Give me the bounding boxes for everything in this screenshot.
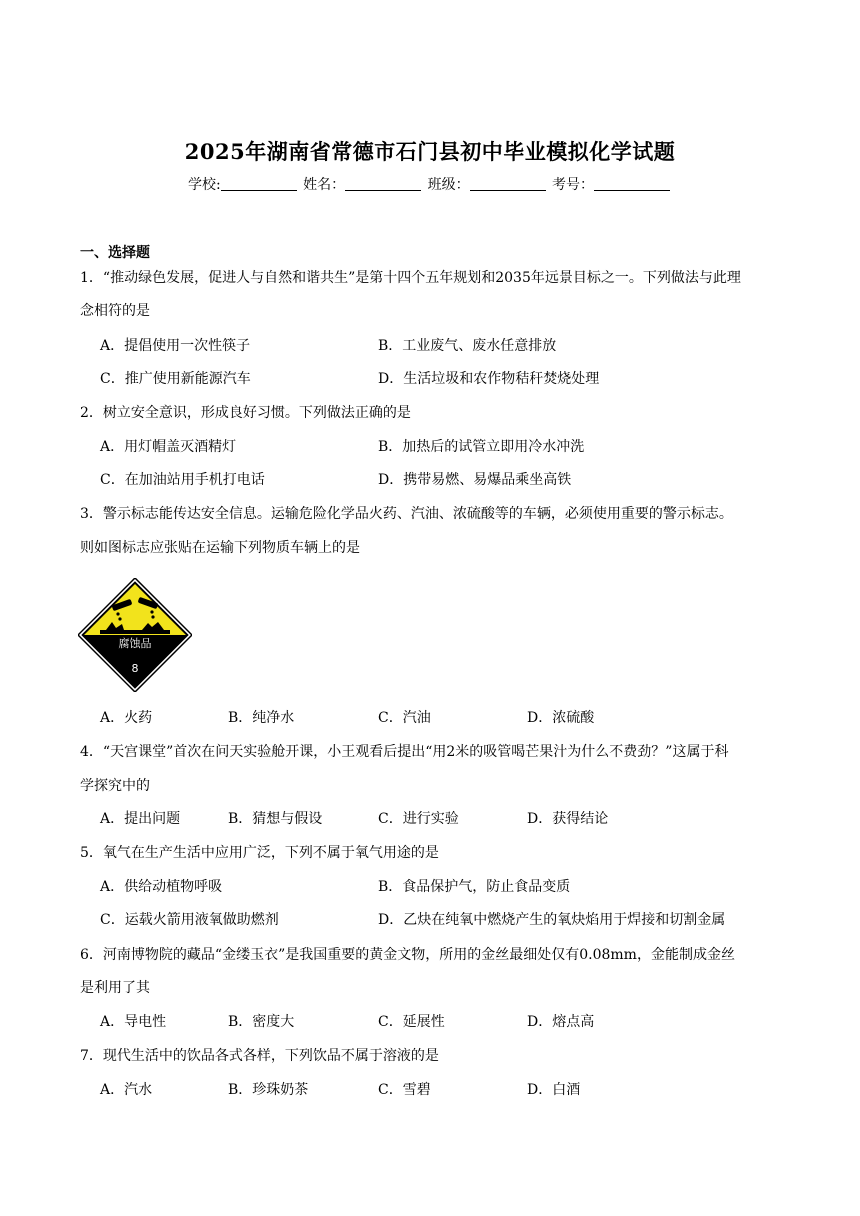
q3-stem-line-2: 则如图标志应张贴在运输下列物质车辆上的是 [80, 540, 360, 556]
class-blank[interactable] [470, 176, 546, 191]
q4-option-a[interactable]: A．提出问题 [100, 811, 181, 827]
exam-no-blank[interactable] [594, 176, 670, 191]
page-title: 2025年湖南省常德市石门县初中毕业模拟化学试题 [184, 139, 676, 164]
q1-option-d[interactable]: D．生活垃圾和农作物秸秆焚烧处理 [378, 371, 600, 387]
q6-stem-line-2: 是利用了其 [80, 980, 150, 996]
q1-option-c[interactable]: C．推广使用新能源汽车 [100, 371, 251, 387]
q4-stem-line-2: 学探究中的 [80, 778, 150, 794]
q7-option-d[interactable]: D．白酒 [527, 1082, 581, 1098]
q7-option-c[interactable]: C．雪碧 [378, 1082, 431, 1098]
q4-stem-line-1: 4．“天宫课堂”首次在问天实验舱开课，小王观看后提出“用2米的吸管喝芒果汁为什么不费劲？”这属于科 [80, 744, 729, 760]
q6-stem-line-1: 6．河南博物院的藏品“金缕玉衣”是我国重要的黄金文物，所用的金丝最细处仅有0.08mm，金能制成金丝 [80, 947, 735, 963]
q7-option-a[interactable]: A．汽水 [100, 1082, 153, 1098]
q4-option-c[interactable]: C．进行实验 [378, 811, 459, 827]
q3-option-a[interactable]: A．火药 [100, 710, 153, 726]
q3-stem-line-1: 3．警示标志能传达安全信息。运输危险化学品火药、汽油、浓硫酸等的车辆，必须使用重要的警示标志。 [80, 506, 733, 522]
q5-option-d[interactable]: D．乙炔在纯氧中燃烧产生的氧炔焰用于焊接和切割金属 [378, 912, 726, 928]
school-blank[interactable] [221, 176, 297, 191]
q1-option-b[interactable]: B．工业废气、废水任意排放 [378, 338, 557, 354]
q5-stem-line-1: 5．氧气在生产生活中应用广泛，下列不属于氧气用途的是 [80, 845, 439, 861]
sign-class-number: 8 [131, 662, 139, 675]
q3-option-d[interactable]: D．浓硫酸 [527, 710, 595, 726]
q6-option-d[interactable]: D．熔点高 [527, 1014, 595, 1030]
q6-option-b[interactable]: B．密度大 [228, 1014, 295, 1030]
q2-option-d[interactable]: D．携带易燃、易爆品乘坐高铁 [378, 472, 572, 488]
name-label: 姓名： [303, 177, 346, 193]
school-label: 学校: [187, 177, 221, 193]
q6-option-a[interactable]: A．导电性 [100, 1014, 167, 1030]
exam-no-label: 考号： [552, 177, 595, 193]
q7-option-b[interactable]: B．珍珠奶茶 [228, 1082, 309, 1098]
q2-option-a[interactable]: A．用灯帽盖灭酒精灯 [100, 439, 237, 455]
q7-stem-line-1: 7．现代生活中的饮品各式各样，下列饮品不属于溶液的是 [80, 1048, 439, 1064]
class-label: 班级： [427, 177, 470, 193]
q5-option-c[interactable]: C．运载火箭用液氧做助燃剂 [100, 912, 279, 928]
section-heading: 一、选择题 [80, 245, 150, 261]
q3-option-c[interactable]: C．汽油 [378, 710, 431, 726]
q1-option-a[interactable]: A．提倡使用一次性筷子 [100, 338, 251, 354]
name-blank[interactable] [345, 176, 421, 191]
q2-option-c[interactable]: C．在加油站用手机打电话 [100, 472, 265, 488]
student-info-line [0, 174, 860, 194]
sign-label: 腐蚀品 [118, 637, 152, 650]
q5-option-a[interactable]: A．供给动植物呼吸 [100, 879, 223, 895]
sign-yellow-half [78, 578, 192, 635]
q6-option-c[interactable]: C．延展性 [378, 1014, 445, 1030]
q4-option-b[interactable]: B．猜想与假设 [228, 811, 323, 827]
q1-stem-line-1: 1．“推动绿色发展，促进人与自然和谐共生”是第十四个五年规划和2035年远景目标之一。下列做法与此理 [80, 270, 741, 286]
q1-stem-line-2: 念相符的是 [80, 303, 150, 319]
corrosive-hazard-sign [78, 578, 192, 692]
q4-option-d[interactable]: D．获得结论 [527, 811, 609, 827]
q2-stem-line-1: 2．树立安全意识，形成良好习惯。下列做法正确的是 [80, 405, 411, 421]
q3-option-b[interactable]: B．纯净水 [228, 710, 295, 726]
q2-option-b[interactable]: B．加热后的试管立即用冷水冲洗 [378, 439, 585, 455]
q5-option-b[interactable]: B．食品保护气，防止食品变质 [378, 879, 571, 895]
